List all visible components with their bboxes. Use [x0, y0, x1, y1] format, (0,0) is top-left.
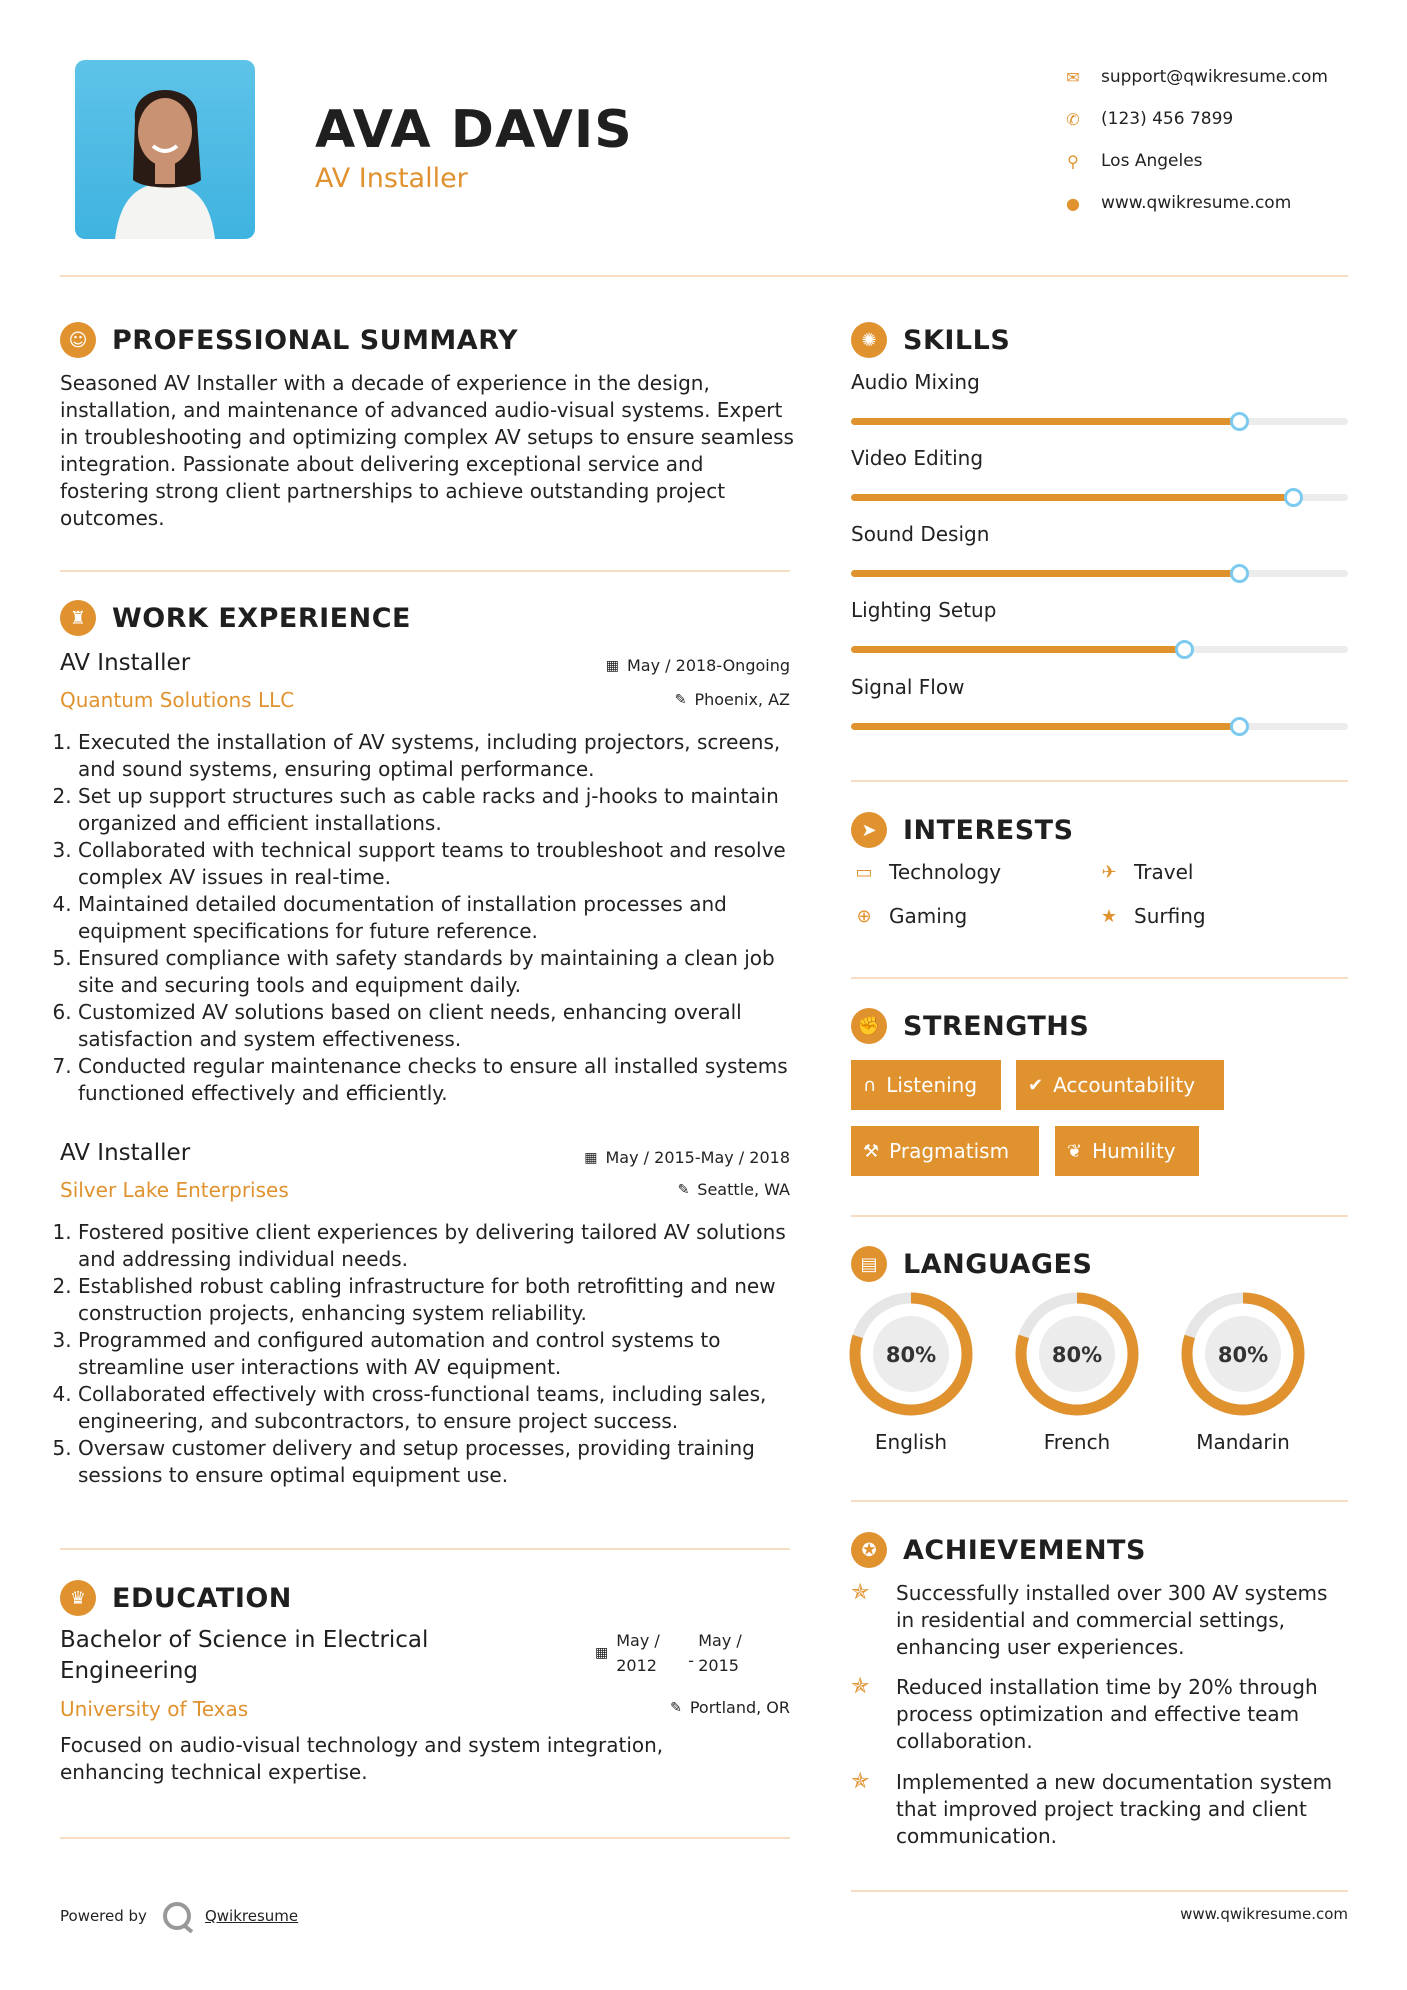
skill-sound-design: Sound Design — [851, 522, 1348, 577]
list-item: 2. Established robust cabling infrastructure for both retrofitting and new construction projects, enhancing system reliability. — [78, 1273, 800, 1327]
interest-surfing: ★ Surfing — [1096, 904, 1206, 928]
experience-divider — [60, 1548, 790, 1550]
footer-brand-link[interactable]: Qwikresume — [204, 1907, 299, 1925]
footer-powered: Powered by Qwikresume — [60, 1902, 298, 1930]
experience-heading: ♜ WORK EXPERIENCE — [60, 600, 411, 636]
skill-knob — [1230, 412, 1249, 431]
language-english: 80% English — [846, 1292, 976, 1454]
star-icon: ★ — [1100, 905, 1118, 927]
star-icon: ✯ — [851, 1580, 870, 1605]
education-location: ✎ Portland, OR — [670, 1698, 790, 1717]
achievement-3: ✯ Implemented a new documentation system that improved project tracking and client communication. — [851, 1769, 1333, 1848]
job-duties-2 — [60, 1219, 800, 1489]
plane-icon: ✈ — [1101, 861, 1117, 883]
school-name: University of Texas — [60, 1697, 249, 1721]
achievement-1: ✯ Successfully installed over 300 AV systems in residential and commercial settings, enhancing user experiences. — [851, 1580, 1328, 1659]
skill-knob — [1284, 488, 1303, 507]
summary-heading: ☺ PROFESSIONAL SUMMARY — [60, 322, 518, 358]
education-text: Focused on audio-visual technology and system integration, enhancing technical expertise. — [60, 1733, 664, 1784]
skill-fill — [851, 494, 1293, 501]
contact-phone[interactable]: ✆ (123) 456 7899 — [1055, 98, 1375, 140]
user-icon: ☺ — [60, 322, 96, 358]
language-card-icon: ▤ — [851, 1246, 887, 1282]
skill-fill — [851, 723, 1239, 730]
interests-divider — [851, 977, 1348, 979]
education-heading: ♛ EDUCATION — [60, 1580, 292, 1616]
degree-line-2: Engineering — [60, 1658, 198, 1684]
headphones-icon: ∩ — [863, 1074, 877, 1096]
language-percent: 80% — [1217, 1343, 1269, 1367]
header-divider — [60, 275, 1348, 277]
phone-icon: ✆ — [1066, 109, 1080, 129]
gamepad-icon: ⊕ — [856, 905, 872, 927]
degree-line-1: Bachelor of Science in Electrical — [60, 1627, 429, 1653]
list-item: 1. Executed the installation of AV systems, including projectors, screens, and sound systems, ensuring optimal performance. — [78, 729, 800, 783]
language-french: 80% French — [1012, 1292, 1142, 1454]
globe-icon: ● — [1066, 193, 1080, 213]
paper-plane-icon: ➤ — [851, 812, 887, 848]
job-duties-1 — [60, 729, 800, 1107]
achievement-2: ✯ Reduced installation time by 20% through process optimization and effective team collaboration. — [851, 1674, 1318, 1753]
skill-knob — [1230, 717, 1249, 736]
language-ring — [849, 1292, 973, 1416]
list-item: 5. Oversaw customer delivery and setup processes, providing training sessions to ensure optimal equipment use. — [78, 1435, 800, 1489]
calendar-icon: ▦ — [605, 657, 619, 674]
interests-heading: ➤ INTERESTS — [851, 812, 1074, 848]
skill-fill — [851, 570, 1239, 577]
profile-photo — [75, 60, 255, 239]
company-2: Silver Lake Enterprises — [60, 1178, 289, 1202]
strengths-heading: ✊ STRENGTHS — [851, 1008, 1089, 1044]
chair-icon: ♜ — [60, 600, 96, 636]
skill-knob — [1175, 640, 1194, 659]
footer-url[interactable]: www.qwikresume.com — [1180, 1905, 1348, 1923]
candidate-name: AVA DAVIS — [315, 100, 633, 160]
list-item: 5. Ensured compliance with safety standards by maintaining a clean job site and securing tools and equipment daily. — [78, 945, 800, 999]
skill-video-editing: Video Editing — [851, 446, 1348, 501]
skill-bar — [851, 418, 1348, 425]
job-location-2: ✎ Seattle, WA — [677, 1180, 790, 1199]
languages-divider — [851, 1500, 1348, 1502]
star-icon: ✯ — [851, 1769, 870, 1794]
list-item: 3. Collaborated with technical support teams to troubleshoot and resolve complex AV issues in real-time. — [78, 837, 800, 891]
language-ring — [1181, 1292, 1305, 1416]
lightbulb-icon: ✺ — [851, 322, 887, 358]
skill-signal-flow: Signal Flow — [851, 675, 1348, 730]
check-circle-icon: ✔ — [1028, 1074, 1044, 1096]
award-star-icon: ✪ — [851, 1532, 887, 1568]
skill-fill — [851, 418, 1239, 425]
language-percent: 80% — [1051, 1343, 1103, 1367]
calendar-icon: ▦ — [595, 1644, 609, 1661]
skill-bar — [851, 570, 1348, 577]
skill-fill — [851, 646, 1184, 653]
skill-audio-mixing: Audio Mixing — [851, 370, 1348, 425]
company-1: Quantum Solutions LLC — [60, 688, 295, 712]
laptop-icon: ▭ — [855, 861, 873, 883]
calendar-icon: ▦ — [584, 1149, 598, 1166]
language-ring — [1015, 1292, 1139, 1416]
job-title-1: AV Installer — [60, 650, 191, 676]
list-item: 1. Fostered positive client experiences by delivering tailored AV solutions and addressing individual needs. — [78, 1219, 800, 1273]
achievements-divider — [851, 1890, 1348, 1892]
strength-pragmatism: ⚒ Pragmatism — [851, 1126, 1039, 1176]
skill-bar — [851, 723, 1348, 730]
language-mandarin: 80% Mandarin — [1178, 1292, 1308, 1454]
contact-location: ⚲ Los Angeles — [1055, 140, 1375, 182]
list-item: 2. Set up support structures such as cable racks and j-hooks to maintain organized and efficient installations. — [78, 783, 800, 837]
job-date-1: ▦ May / 2018-Ongoing — [605, 656, 790, 675]
list-item: 7. Conducted regular maintenance checks to ensure all installed systems functioned effectively and efficiently. — [78, 1053, 800, 1107]
envelope-icon: ✉ — [1066, 67, 1080, 87]
contact-email[interactable]: ✉ support@qwikresume.com — [1055, 56, 1375, 98]
skills-divider — [851, 780, 1348, 782]
job-location-1: ✎ Phoenix, AZ — [674, 690, 790, 709]
gavel-icon: ⚒ — [863, 1140, 880, 1162]
skill-lighting-setup: Lighting Setup — [851, 598, 1348, 653]
list-item: 6. Customized AV solutions based on client needs, enhancing overall satisfaction and system effectiveness. — [78, 999, 800, 1053]
graduation-icon: ♛ — [60, 1580, 96, 1616]
languages-heading: ▤ LANGUAGES — [851, 1246, 1092, 1282]
summary-divider — [60, 570, 790, 572]
achievements-heading: ✪ ACHIEVEMENTS — [851, 1532, 1146, 1568]
leaf-icon: ❦ — [1067, 1140, 1083, 1162]
job-date-2: ▦ May / 2015-May / 2018 — [584, 1148, 790, 1167]
education-dates: ▦ May / 2012 - May / 2015 — [595, 1631, 742, 1675]
location-pin-icon: ⚲ — [1067, 151, 1079, 171]
interest-technology: ▭ Technology — [851, 860, 1001, 884]
candidate-title: AV Installer — [315, 163, 468, 194]
strengths-divider — [851, 1215, 1348, 1217]
fist-icon: ✊ — [851, 1008, 887, 1044]
contact-website[interactable]: ● www.qwikresume.com — [1055, 182, 1375, 224]
pin-icon: ✎ — [677, 1181, 690, 1198]
skill-bar — [851, 646, 1348, 653]
language-percent: 80% — [885, 1343, 937, 1367]
interest-travel: ✈ Travel — [1096, 860, 1193, 884]
contact-list — [1055, 56, 1375, 224]
strength-listening: ∩ Listening — [851, 1060, 1001, 1110]
qwikresume-logo-icon — [163, 1902, 191, 1930]
pin-icon: ✎ — [670, 1699, 682, 1716]
summary-text: Seasoned AV Installer with a decade of experience in the design, installation, and maintenance of advanced audio-visual systems. Expert in troubleshooting and optimizing complex AV setups to ensure seamless integration. Passionate about delivering exceptional service and fostering strong client partnerships to achieve outstanding project outcomes. — [60, 371, 794, 530]
list-item: 4. Collaborated effectively with cross-functional teams, including sales, engineering, and subcontractors, to ensure project success. — [78, 1381, 800, 1435]
skill-bar — [851, 494, 1348, 501]
education-divider — [60, 1837, 790, 1839]
job-title-2: AV Installer — [60, 1140, 191, 1166]
list-item: 4. Maintained detailed documentation of installation processes and equipment specifications for future reference. — [78, 891, 800, 945]
interest-gaming: ⊕ Gaming — [851, 904, 967, 928]
skills-heading: ✺ SKILLS — [851, 322, 1010, 358]
skill-knob — [1230, 564, 1249, 583]
pin-icon: ✎ — [674, 691, 687, 708]
strength-accountability: ✔ Accountability — [1016, 1060, 1224, 1110]
star-icon: ✯ — [851, 1674, 870, 1699]
list-item: 3. Programmed and configured automation and control systems to streamline user interactions with AV equipment. — [78, 1327, 800, 1381]
strength-humility: ❦ Humility — [1055, 1126, 1199, 1176]
